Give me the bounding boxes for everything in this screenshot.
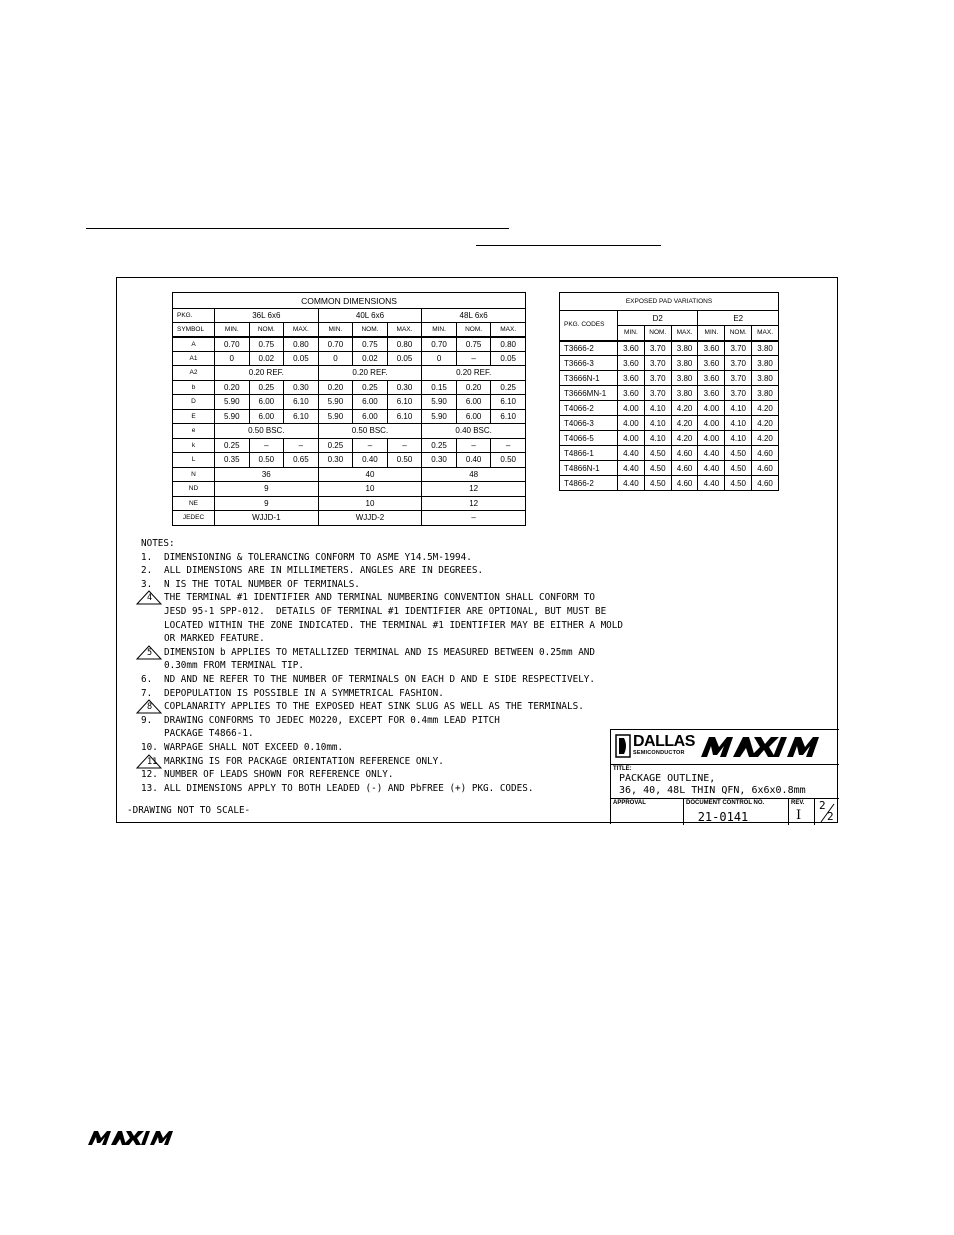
note-text: DIMENSIONING & TOLERANCING CONFORM TO ASME Y14.5M-1994.: [164, 551, 472, 563]
title-line-2: 36, 40, 48L THIN QFN, 6x6x0.8mm: [619, 785, 806, 796]
package-header: 40L 6x6: [318, 309, 422, 323]
value-cell: 3.60: [618, 341, 645, 356]
value-cell: 5.90: [422, 409, 457, 424]
value-cell: 6.00: [456, 409, 491, 424]
symbol-cell: ND: [173, 482, 215, 497]
dallas-subtitle: SEMICONDUCTOR: [633, 750, 685, 756]
scale-note: -DRAWING NOT TO SCALE-: [127, 805, 251, 816]
package-header: 36L 6x6: [215, 309, 319, 323]
value-cell: 0.50: [491, 453, 526, 468]
value-cell: 4.00: [618, 401, 645, 416]
subheader-cell: NOM.: [353, 323, 388, 337]
note-text: ND AND NE REFER TO THE NUMBER OF TERMINALS ON EACH D AND E SIDE RESPECTIVELY.: [164, 673, 595, 685]
table-row: [173, 453, 526, 468]
table-row: [560, 416, 779, 431]
note-line: [139, 591, 699, 605]
value-cell: –: [387, 438, 422, 453]
value-cell: 4.50: [725, 461, 752, 476]
merged-value-cell: 10: [318, 482, 422, 497]
note-text: NUMBER OF LEADS SHOWN FOR REFERENCE ONLY.: [164, 769, 394, 781]
merged-value-cell: 0.20 REF.: [215, 366, 319, 381]
maxim-footer-logo: [88, 1130, 200, 1146]
value-cell: 0.30: [422, 453, 457, 468]
note-line: [139, 673, 699, 687]
note-number: 1.: [141, 551, 153, 563]
value-cell: 0.30: [284, 380, 319, 395]
note-number: 5: [147, 647, 153, 658]
subheader-cell: NOM.: [644, 326, 671, 341]
pkg-code-cell: T4066-3: [560, 416, 618, 431]
pad-group-header: D2: [618, 311, 698, 326]
value-cell: 3.60: [698, 371, 725, 386]
value-cell: –: [456, 351, 491, 366]
package-header: 48L 6x6: [422, 309, 526, 323]
sheet-number: 2: [819, 799, 826, 812]
title-label: TITLE:: [613, 766, 632, 772]
note-text: LOCATED WITHIN THE ZONE INDICATED. THE TERMINAL #1 IDENTIFIER MAY BE EITHER A MOLD: [164, 619, 623, 631]
merged-value-cell: 9: [215, 482, 319, 497]
symbol-cell: k: [173, 438, 215, 453]
value-cell: 3.80: [671, 341, 698, 356]
table-row: [173, 351, 526, 366]
value-cell: 3.70: [644, 341, 671, 356]
value-cell: 3.80: [671, 386, 698, 401]
value-cell: 6.00: [249, 409, 284, 424]
value-cell: 4.60: [752, 476, 779, 491]
value-cell: 4.10: [725, 401, 752, 416]
table-row: [173, 424, 526, 439]
value-cell: 0: [318, 351, 353, 366]
note-number: 8: [147, 702, 153, 713]
subheader-cell: NOM.: [725, 326, 752, 341]
table-row: [173, 380, 526, 395]
value-cell: 4.40: [618, 446, 645, 461]
note-text: DRAWING CONFORMS TO JEDEC MO220, EXCEPT FOR 0.4mm LEAD PITCH: [164, 714, 500, 726]
table-row: [560, 446, 779, 461]
exposed-pad-variations-table: [559, 292, 779, 491]
value-cell: 0.20: [215, 380, 250, 395]
merged-value-cell: 12: [422, 482, 526, 497]
value-cell: 0.02: [249, 351, 284, 366]
value-cell: 0.80: [491, 337, 526, 352]
value-cell: 3.80: [671, 371, 698, 386]
value-cell: 6.00: [353, 395, 388, 410]
rev-value: I: [796, 808, 802, 823]
value-cell: 0.50: [387, 453, 422, 468]
value-cell: 0.25: [215, 438, 250, 453]
header-rule-short: [476, 245, 661, 246]
value-cell: 4.10: [725, 431, 752, 446]
table-row: [173, 482, 526, 497]
table-row: [560, 431, 779, 446]
pkg-code-cell: T3666-3: [560, 356, 618, 371]
note-line: [139, 605, 699, 619]
symbol-cell: JEDEC: [173, 511, 215, 526]
value-cell: 3.70: [725, 356, 752, 371]
note-text: DIMENSION b APPLIES TO METALLIZED TERMINAL AND IS MEASURED BETWEEN 0.25mm AND: [164, 646, 595, 658]
table-row: [560, 356, 779, 371]
note-text: JESD 95-1 SPP-012. DETAILS OF TERMINAL #1 IDENTIFIER ARE OPTIONAL, BUT MUST BE: [164, 605, 607, 617]
value-cell: 0.02: [353, 351, 388, 366]
approval-label: APPROVAL: [613, 800, 646, 806]
note-line: [139, 619, 699, 633]
pkg-code-cell: T4866-2: [560, 476, 618, 491]
pad-group-header: E2: [698, 311, 779, 326]
value-cell: 0.70: [318, 337, 353, 352]
value-cell: –: [284, 438, 319, 453]
table-row: [560, 461, 779, 476]
pkg-label: PKG.: [173, 309, 215, 323]
table-row: [173, 366, 526, 381]
title-row: [611, 764, 839, 799]
maxim-title-text: MAXIM: [699, 735, 703, 736]
note-text: WARPAGE SHALL NOT EXCEED 0.10mm.: [164, 741, 344, 753]
symbol-cell: e: [173, 424, 215, 439]
note-line: [139, 632, 699, 646]
table-row: [560, 476, 779, 491]
value-cell: 0.70: [422, 337, 457, 352]
pkg-code-cell: T4866-1: [560, 446, 618, 461]
value-cell: 4.00: [698, 401, 725, 416]
note-number: 7.: [141, 687, 153, 699]
sheet-total: 2: [827, 810, 834, 823]
value-cell: 3.70: [644, 371, 671, 386]
value-cell: 3.80: [671, 356, 698, 371]
value-cell: 0.25: [318, 438, 353, 453]
symbol-cell: A: [173, 337, 215, 352]
value-cell: 3.80: [752, 341, 779, 356]
value-cell: 0.15: [422, 380, 457, 395]
subheader-cell: MIN.: [422, 323, 457, 337]
value-cell: 5.90: [318, 409, 353, 424]
value-cell: 4.40: [698, 461, 725, 476]
value-cell: 6.10: [284, 409, 319, 424]
value-cell: 0.70: [215, 337, 250, 352]
value-cell: 4.00: [698, 416, 725, 431]
value-cell: 4.60: [671, 446, 698, 461]
value-cell: –: [456, 438, 491, 453]
note-text: ALL DIMENSIONS ARE IN MILLIMETERS. ANGLES ARE IN DEGREES.: [164, 565, 484, 577]
note-number: 2.: [141, 565, 153, 577]
value-cell: 4.10: [644, 416, 671, 431]
value-cell: 4.60: [752, 446, 779, 461]
value-cell: 0: [215, 351, 250, 366]
value-cell: 4.50: [725, 476, 752, 491]
symbol-cell: b: [173, 380, 215, 395]
value-cell: 0.30: [318, 453, 353, 468]
value-cell: 3.80: [752, 356, 779, 371]
value-cell: 0.05: [284, 351, 319, 366]
value-cell: 0.25: [422, 438, 457, 453]
subheader-cell: MIN.: [318, 323, 353, 337]
rev-label: REV.: [791, 800, 805, 806]
table-row: [173, 438, 526, 453]
table-row: [560, 401, 779, 416]
note-number: 10.: [141, 741, 158, 753]
value-cell: 6.10: [491, 395, 526, 410]
note-line: [139, 700, 699, 714]
value-cell: 5.90: [422, 395, 457, 410]
subheader-cell: MIN.: [215, 323, 250, 337]
pkg-code-cell: T3666MN-1: [560, 386, 618, 401]
merged-value-cell: 0.50 BSC.: [318, 424, 422, 439]
subheader-cell: MAX.: [752, 326, 779, 341]
note-text: MARKING IS FOR PACKAGE ORIENTATION REFERENCE ONLY.: [164, 755, 444, 767]
note-text: 0.30mm FROM TERMINAL TIP.: [164, 660, 304, 672]
value-cell: 4.60: [671, 476, 698, 491]
value-cell: 3.60: [698, 386, 725, 401]
note-text: OR MARKED FEATURE.: [164, 633, 265, 645]
common-table-title: COMMON DIMENSIONS: [173, 293, 526, 309]
pad-table-title: EXPOSED PAD VARIATIONS: [560, 293, 779, 311]
symbol-cell: N: [173, 467, 215, 482]
note-text: N IS THE TOTAL NUMBER OF TERMINALS.: [164, 578, 360, 590]
pkg-codes-label: PKG. CODES: [560, 311, 618, 341]
value-cell: 4.60: [671, 461, 698, 476]
value-cell: 3.70: [725, 371, 752, 386]
value-cell: 4.10: [725, 416, 752, 431]
subheader-cell: NOM.: [456, 323, 491, 337]
value-cell: 0.25: [249, 380, 284, 395]
value-cell: 6.10: [387, 409, 422, 424]
info-row: [611, 798, 839, 825]
symbol-cell: A1: [173, 351, 215, 366]
value-cell: 4.50: [644, 476, 671, 491]
value-cell: 4.40: [618, 461, 645, 476]
table-row: [173, 337, 526, 352]
value-cell: 0.20: [456, 380, 491, 395]
subheader-cell: MAX.: [671, 326, 698, 341]
note-number: 11: [147, 756, 158, 767]
merged-value-cell: 36: [215, 467, 319, 482]
merged-value-cell: 0.20 REF.: [422, 366, 526, 381]
maxim-footer-text: MAXIM: [88, 1130, 92, 1131]
value-cell: 3.70: [644, 356, 671, 371]
value-cell: 3.60: [618, 371, 645, 386]
value-cell: 4.00: [698, 431, 725, 446]
value-cell: 4.00: [618, 416, 645, 431]
subheader-cell: NOM.: [249, 323, 284, 337]
note-line: [139, 551, 699, 565]
value-cell: 5.90: [215, 409, 250, 424]
value-cell: –: [491, 438, 526, 453]
value-cell: 6.10: [491, 409, 526, 424]
value-cell: 5.90: [215, 395, 250, 410]
note-line: [139, 687, 699, 701]
merged-value-cell: WJJD-1: [215, 511, 319, 526]
logo-row: [611, 730, 839, 765]
notes-heading: NOTES:: [141, 538, 175, 549]
value-cell: 3.80: [752, 371, 779, 386]
doc-control-number: 21-0141: [697, 810, 749, 824]
table-row: [173, 467, 526, 482]
symbol-cell: A2: [173, 366, 215, 381]
value-cell: 4.10: [644, 431, 671, 446]
note-number: 13.: [141, 782, 158, 794]
value-cell: 4.20: [671, 431, 698, 446]
value-cell: 0.65: [284, 453, 319, 468]
symbol-label: SYMBOL: [173, 323, 215, 337]
value-cell: 4.20: [671, 401, 698, 416]
value-cell: 0.25: [353, 380, 388, 395]
value-cell: 4.40: [698, 476, 725, 491]
note-number: 6.: [141, 673, 153, 685]
value-cell: 0.05: [491, 351, 526, 366]
pkg-code-cell: T4066-2: [560, 401, 618, 416]
note-line: [139, 564, 699, 578]
value-cell: 0.80: [387, 337, 422, 352]
merged-value-cell: 48: [422, 467, 526, 482]
value-cell: 4.50: [644, 446, 671, 461]
table-row: [173, 409, 526, 424]
value-cell: 0.75: [249, 337, 284, 352]
note-text: COPLANARITY APPLIES TO THE EXPOSED HEAT SINK SLUG AS WELL AS THE TERMINALS.: [164, 701, 584, 713]
value-cell: 4.40: [618, 476, 645, 491]
subheader-cell: MAX.: [491, 323, 526, 337]
value-cell: 4.60: [752, 461, 779, 476]
note-number: 4: [147, 593, 153, 604]
value-cell: 6.00: [456, 395, 491, 410]
value-cell: 0.50: [249, 453, 284, 468]
merged-value-cell: 10: [318, 496, 422, 511]
value-cell: 4.10: [644, 401, 671, 416]
value-cell: 6.10: [387, 395, 422, 410]
value-cell: 3.70: [725, 386, 752, 401]
dallas-emblem-icon: [615, 734, 631, 758]
value-cell: 0.25: [491, 380, 526, 395]
table-row: [173, 511, 526, 526]
note-line: [139, 578, 699, 592]
note-number: 9.: [141, 714, 153, 726]
value-cell: 0.80: [284, 337, 319, 352]
note-text: DEPOPULATION IS POSSIBLE IN A SYMMETRICAL FASHION.: [164, 687, 444, 699]
drawing-frame: [116, 277, 838, 823]
note-text: THE TERMINAL #1 IDENTIFIER AND TERMINAL NUMBERING CONVENTION SHALL CONFORM TO: [164, 592, 595, 604]
value-cell: 4.20: [671, 416, 698, 431]
value-cell: 6.10: [284, 395, 319, 410]
table-row: [560, 341, 779, 356]
note-number: 12.: [141, 769, 158, 781]
subheader-cell: MAX.: [387, 323, 422, 337]
value-cell: 0.35: [215, 453, 250, 468]
value-cell: 6.00: [249, 395, 284, 410]
merged-value-cell: WJJD-2: [318, 511, 422, 526]
table-row: [560, 386, 779, 401]
symbol-cell: NE: [173, 496, 215, 511]
merged-value-cell: 9: [215, 496, 319, 511]
value-cell: 4.00: [618, 431, 645, 446]
title-line-1: PACKAGE OUTLINE,: [619, 773, 716, 784]
value-cell: 4.50: [725, 446, 752, 461]
merged-value-cell: 40: [318, 467, 422, 482]
value-cell: 3.80: [752, 386, 779, 401]
table-row: [173, 395, 526, 410]
value-cell: 4.20: [752, 401, 779, 416]
value-cell: 3.70: [725, 341, 752, 356]
merged-value-cell: 0.50 BSC.: [215, 424, 319, 439]
pkg-code-cell: T3666N-1: [560, 371, 618, 386]
note-line: [139, 714, 699, 728]
merged-value-cell: 12: [422, 496, 526, 511]
subheader-cell: MAX.: [284, 323, 319, 337]
table-row: [173, 496, 526, 511]
value-cell: 0.05: [387, 351, 422, 366]
symbol-cell: D: [173, 395, 215, 410]
value-cell: 0.40: [353, 453, 388, 468]
value-cell: 0.75: [353, 337, 388, 352]
value-cell: 3.70: [644, 386, 671, 401]
header-rule-long: [86, 228, 509, 229]
value-cell: 5.90: [318, 395, 353, 410]
merged-value-cell: 0.40 BSC.: [422, 424, 526, 439]
value-cell: 3.60: [698, 356, 725, 371]
value-cell: 4.20: [752, 416, 779, 431]
value-cell: 4.40: [698, 446, 725, 461]
pkg-code-cell: T4066-5: [560, 431, 618, 446]
title-block: [610, 729, 839, 824]
value-cell: 3.60: [618, 386, 645, 401]
subheader-cell: MIN.: [698, 326, 725, 341]
subheader-cell: MIN.: [618, 326, 645, 341]
note-line: [139, 659, 699, 673]
value-cell: 0: [422, 351, 457, 366]
maxim-title-logo: [699, 735, 837, 759]
value-cell: 6.00: [353, 409, 388, 424]
pkg-code-cell: T4866N-1: [560, 461, 618, 476]
symbol-cell: E: [173, 409, 215, 424]
value-cell: –: [249, 438, 284, 453]
value-cell: 4.50: [644, 461, 671, 476]
doc-control-label: DOCUMENT CONTROL NO.: [686, 800, 765, 806]
common-dimensions-table: [172, 292, 526, 526]
value-cell: 0.20: [318, 380, 353, 395]
value-cell: 3.60: [698, 341, 725, 356]
value-cell: 4.20: [752, 431, 779, 446]
pkg-code-cell: T3666-2: [560, 341, 618, 356]
note-text: PACKAGE T4866-1.: [164, 728, 254, 740]
note-line: [139, 646, 699, 660]
value-cell: –: [353, 438, 388, 453]
note-number: 3.: [141, 578, 153, 590]
value-cell: 0.30: [387, 380, 422, 395]
value-cell: 0.40: [456, 453, 491, 468]
note-text: ALL DIMENSIONS APPLY TO BOTH LEADED (-) AND PbFREE (+) PKG. CODES.: [164, 782, 534, 794]
value-cell: 3.60: [618, 356, 645, 371]
table-row: [560, 371, 779, 386]
dallas-wordmark: DALLAS: [633, 733, 695, 750]
merged-value-cell: 0.20 REF.: [318, 366, 422, 381]
symbol-cell: L: [173, 453, 215, 468]
merged-value-cell: –: [422, 511, 526, 526]
value-cell: 0.75: [456, 337, 491, 352]
